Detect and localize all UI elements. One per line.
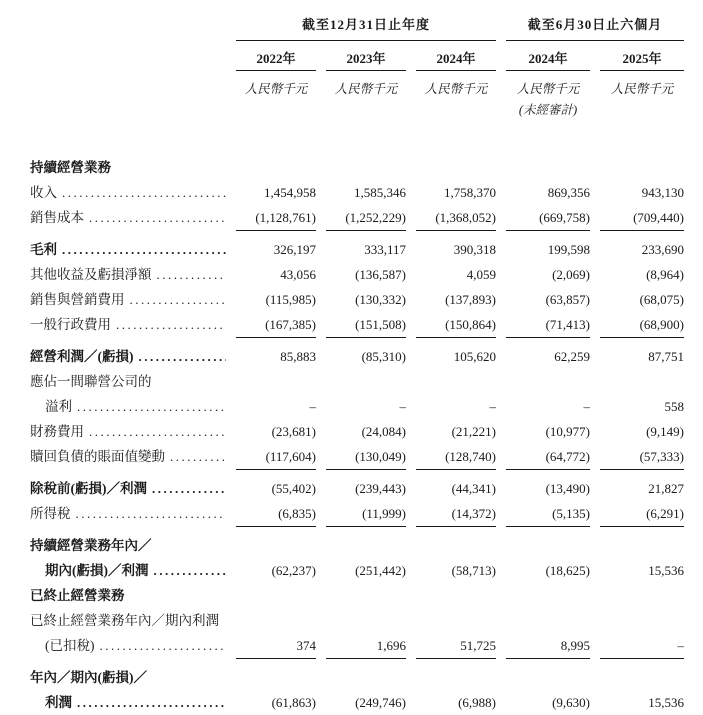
dot-leader bbox=[130, 287, 227, 312]
unit-label: 人民幣千元 bbox=[610, 82, 674, 96]
row-label bbox=[30, 180, 226, 205]
row-value: (151,508) bbox=[326, 312, 406, 338]
row-label bbox=[30, 690, 226, 715]
table-row bbox=[30, 287, 684, 312]
row-label-text: 期內(虧損)／利潤 bbox=[45, 563, 149, 578]
row-value: – bbox=[600, 633, 684, 659]
dot-leader bbox=[100, 633, 227, 658]
row-value: (9,630) bbox=[552, 695, 590, 710]
row-label bbox=[30, 665, 226, 690]
row-value: (68,075) bbox=[639, 292, 684, 307]
row-label bbox=[30, 633, 226, 659]
dot-leader bbox=[77, 394, 226, 419]
row-value: 105,620 bbox=[453, 349, 496, 364]
row-value: (1,368,052) bbox=[416, 205, 496, 231]
table-row bbox=[30, 155, 684, 180]
row-value: (55,402) bbox=[271, 481, 316, 496]
row-value: 1,758,370 bbox=[444, 185, 496, 200]
row-value: (239,443) bbox=[355, 481, 406, 496]
row-value: (10,977) bbox=[545, 424, 590, 439]
row-label bbox=[30, 419, 226, 444]
table-row bbox=[30, 583, 684, 608]
row-value: 62,259 bbox=[554, 349, 590, 364]
col-group-title-interim: 截至6月30日止六個月 bbox=[506, 14, 684, 41]
table-row bbox=[30, 394, 684, 419]
table-row bbox=[30, 633, 684, 659]
dot-leader bbox=[157, 262, 227, 287]
dot-leader bbox=[89, 205, 226, 230]
row-value: (167,385) bbox=[236, 312, 316, 338]
table-row bbox=[30, 237, 684, 262]
row-label-text: 一般行政費用 bbox=[30, 317, 111, 332]
row-value: (130,332) bbox=[355, 292, 406, 307]
row-value: (11,999) bbox=[326, 501, 406, 527]
row-value: (669,758) bbox=[506, 205, 590, 231]
unit-label: 人民幣千元 bbox=[424, 82, 488, 96]
row-label bbox=[30, 287, 226, 312]
table-row bbox=[30, 419, 684, 444]
row-value: 87,751 bbox=[648, 349, 684, 364]
row-label-text: 經營利潤／(虧損) bbox=[30, 349, 134, 364]
dot-leader bbox=[77, 690, 226, 715]
row-label-text: 收入 bbox=[30, 185, 57, 200]
row-label-text: 持續經營業務年內／ bbox=[30, 538, 152, 553]
col-group-title-annual: 截至12月31日止年度 bbox=[236, 14, 496, 41]
dot-leader bbox=[154, 558, 227, 583]
row-label-text: 毛利 bbox=[30, 242, 57, 257]
row-value: 333,117 bbox=[364, 242, 406, 257]
row-value: 558 bbox=[664, 399, 684, 414]
year-header: 2024年 bbox=[416, 48, 496, 71]
spacer bbox=[30, 48, 226, 71]
row-label-text: 贖回負債的賬面值變動 bbox=[30, 449, 165, 464]
row-label-text: 利潤 bbox=[45, 695, 72, 710]
row-label bbox=[30, 205, 226, 231]
row-value: (57,333) bbox=[600, 444, 684, 470]
table-row bbox=[30, 665, 684, 690]
section-header-label bbox=[30, 155, 226, 180]
table-row bbox=[30, 476, 684, 501]
row-value: (14,372) bbox=[416, 501, 496, 527]
table-row bbox=[30, 444, 684, 470]
row-value: (6,988) bbox=[458, 695, 496, 710]
row-value: (23,681) bbox=[271, 424, 316, 439]
row-value: 943,130 bbox=[641, 185, 684, 200]
unit-label: 人民幣千元 bbox=[244, 82, 308, 96]
row-value: (6,291) bbox=[600, 501, 684, 527]
row-label-text: 銷售成本 bbox=[30, 210, 84, 225]
row-value: 43,056 bbox=[280, 267, 316, 282]
row-value: 390,318 bbox=[453, 242, 496, 257]
year-header: 2023年 bbox=[326, 48, 406, 71]
row-value: (128,740) bbox=[416, 444, 496, 470]
row-value: (137,893) bbox=[445, 292, 496, 307]
unit-header-row bbox=[30, 79, 684, 97]
row-value: (1,252,229) bbox=[326, 205, 406, 231]
table-row bbox=[30, 344, 684, 369]
row-value: (6,835) bbox=[236, 501, 316, 527]
row-label-text: 財務費用 bbox=[30, 424, 84, 439]
row-value: 1,696 bbox=[326, 633, 406, 659]
row-value: (58,713) bbox=[451, 563, 496, 578]
row-label-text: 已終止經營業務 bbox=[30, 588, 125, 603]
row-label-text: 持續經營業務 bbox=[30, 160, 111, 175]
table-row bbox=[30, 369, 684, 394]
row-label bbox=[30, 237, 226, 262]
row-value: (44,341) bbox=[451, 481, 496, 496]
row-value: 326,197 bbox=[273, 242, 316, 257]
row-label bbox=[30, 444, 226, 470]
dot-leader bbox=[89, 419, 226, 444]
row-value: (21,221) bbox=[451, 424, 496, 439]
section-header-label bbox=[30, 583, 226, 608]
row-value: (5,135) bbox=[506, 501, 590, 527]
row-label-text: 溢利 bbox=[45, 399, 72, 414]
row-label-text: 其他收益及虧損淨額 bbox=[30, 267, 152, 282]
row-value: (24,084) bbox=[361, 424, 406, 439]
row-value: 21,827 bbox=[648, 481, 684, 496]
dot-leader bbox=[62, 180, 226, 205]
row-value: 4,059 bbox=[466, 267, 496, 282]
table-row bbox=[30, 501, 684, 527]
dot-leader bbox=[62, 237, 226, 262]
row-value: 199,598 bbox=[547, 242, 590, 257]
table-row bbox=[30, 558, 684, 583]
row-value: (150,864) bbox=[416, 312, 496, 338]
row-value: 85,883 bbox=[280, 349, 316, 364]
row-label-text: 已終止經營業務年內／期內利潤 bbox=[30, 613, 219, 628]
table-row bbox=[30, 690, 684, 715]
row-value: (68,900) bbox=[600, 312, 684, 338]
dot-leader bbox=[152, 476, 226, 501]
table-row bbox=[30, 205, 684, 231]
row-label bbox=[30, 608, 226, 633]
row-value: 869,356 bbox=[547, 185, 590, 200]
row-value: (71,413) bbox=[506, 312, 590, 338]
row-value: 15,536 bbox=[648, 695, 684, 710]
row-value: (249,746) bbox=[355, 695, 406, 710]
column-group-header-row bbox=[30, 14, 684, 41]
row-value: – bbox=[489, 399, 496, 414]
row-value: 374 bbox=[236, 633, 316, 659]
row-value: (117,604) bbox=[236, 444, 316, 470]
year-header: 2022年 bbox=[236, 48, 316, 71]
row-value: (1,128,761) bbox=[236, 205, 316, 231]
unaudited-note: (未經審計) bbox=[518, 103, 578, 117]
row-value: (18,625) bbox=[545, 563, 590, 578]
table-row bbox=[30, 262, 684, 287]
row-value: (130,049) bbox=[326, 444, 406, 470]
row-value: (63,857) bbox=[545, 292, 590, 307]
row-value: (9,149) bbox=[646, 424, 684, 439]
table-row bbox=[30, 180, 684, 205]
row-value: – bbox=[399, 399, 406, 414]
row-label-text: 所得稅 bbox=[30, 506, 71, 521]
row-value: – bbox=[309, 399, 316, 414]
year-header: 2025年 bbox=[600, 48, 684, 71]
row-value: 233,690 bbox=[641, 242, 684, 257]
row-label-text: 銷售與營銷費用 bbox=[30, 292, 125, 307]
table-body bbox=[30, 155, 684, 715]
table-row bbox=[30, 533, 684, 558]
row-value: (115,985) bbox=[265, 292, 316, 307]
row-value: (2,069) bbox=[552, 267, 590, 282]
dot-leader bbox=[170, 444, 226, 469]
row-value: – bbox=[583, 399, 590, 414]
row-value: (709,440) bbox=[600, 205, 684, 231]
unit-label: 人民幣千元 bbox=[516, 82, 580, 96]
dot-leader bbox=[76, 501, 227, 526]
unit-label: 人民幣千元 bbox=[334, 82, 398, 96]
financial-table bbox=[30, 14, 684, 715]
row-value: (8,964) bbox=[646, 267, 684, 282]
row-value: (85,310) bbox=[361, 349, 406, 364]
row-value: (251,442) bbox=[355, 563, 406, 578]
row-label bbox=[30, 558, 226, 583]
row-label-text: 年內／期內(虧損)／ bbox=[30, 670, 147, 685]
row-label bbox=[30, 394, 226, 419]
row-value: (136,587) bbox=[355, 267, 406, 282]
row-label bbox=[30, 262, 226, 287]
row-value: 51,725 bbox=[416, 633, 496, 659]
row-label bbox=[30, 533, 226, 558]
row-label bbox=[30, 312, 226, 338]
row-label-text: 應佔一間聯營公司的 bbox=[30, 374, 152, 389]
row-value: (13,490) bbox=[545, 481, 590, 496]
dot-leader bbox=[139, 344, 227, 369]
spacer bbox=[30, 79, 226, 97]
row-value: 8,995 bbox=[506, 633, 590, 659]
row-value: 1,454,958 bbox=[264, 185, 316, 200]
row-value: (61,863) bbox=[271, 695, 316, 710]
table-row bbox=[30, 312, 684, 338]
row-value: 15,536 bbox=[648, 563, 684, 578]
row-value: (62,237) bbox=[271, 563, 316, 578]
row-label bbox=[30, 501, 226, 527]
row-label bbox=[30, 344, 226, 369]
row-value: 1,585,346 bbox=[354, 185, 406, 200]
row-label bbox=[30, 369, 226, 394]
table-row bbox=[30, 608, 684, 633]
year-header-row bbox=[30, 48, 684, 71]
dot-leader bbox=[116, 312, 226, 337]
year-header: 2024年 bbox=[506, 48, 590, 71]
row-label-text: (已扣稅) bbox=[45, 638, 95, 653]
note-header-row bbox=[30, 100, 684, 118]
row-label bbox=[30, 476, 226, 501]
row-label-text: 除稅前(虧損)／利潤 bbox=[30, 481, 147, 496]
row-value: (64,772) bbox=[506, 444, 590, 470]
